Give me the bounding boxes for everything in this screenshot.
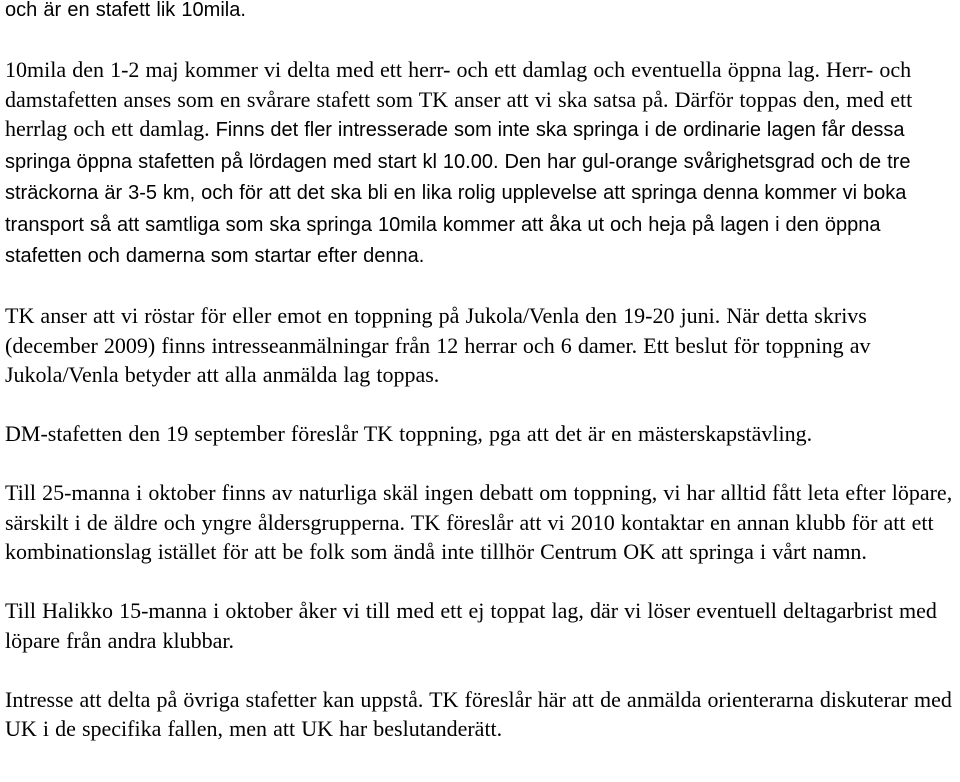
paragraph-jukola-venla: TK anser att vi röstar för eller emot en toppning på Jukola/Venla den 19-20 juni. När detta skrivs (december 2009) finns intresseanmälningar från 12 herrar och 6 damer. Ett beslut för toppning av Jukola/Venla betyder att alla anmälda lag toppas. — [5, 303, 871, 387]
paragraph-25-manna: Till 25-manna i oktober finns av naturliga skäl ingen debatt om toppning, vi har alltid fått leta efter löpare, särskilt i de äldre och yngre åldersgrupperna. TK föreslår att vi 2010 kontaktar en annan klubb för att ett kombinationslag istället för att be folk som ändå inte tillhör Centrum OK att springa i vårt namn. — [5, 480, 953, 564]
paragraph-10mila-part-1: 10mila den 1-2 maj kommer vi delta med ett herr- och ett damlag och eventuella öppna lag. Herr- och damstafetten anses som en svårare stafett som TK anser att vi ska satsa på. Därför toppas den, med ett herrlag och ett damlag. — [5, 57, 913, 141]
paragraph-dm-stafetten: DM-stafetten den 19 september föreslår TK toppning, pga att det är en mästerskapstävling. — [5, 421, 813, 446]
paragraph-halikko: Till Halikko 15-manna i oktober åker vi till med ett ej toppat lag, där vi löser eventuell deltagarbrist med löpare från andra klubbar. — [5, 598, 937, 653]
paragraph-10mila-part-2: Finns det fler intresserade som inte ska springa i de ordinarie lagen får dessa springa öppna stafetten på lördagen med start kl 10.00. Den har gul-orange svårighetsgrad och de tre sträckorna är 3-5 km, och för att det ska bli en lika rolig upplevelse att springa denna kommer vi boka transport så att samtliga som ska springa 10mila kommer att åka ut och heja på lagen i den öppna stafetten och damerna som startar efter denna. — [5, 119, 911, 267]
paragraph-ovriga-stafetter: Intresse att delta på övriga stafetter kan uppstå. TK föreslår här att de anmälda orienterarna diskuterar med UK i de specifika fallen, men att UK har beslutanderätt. — [5, 686, 952, 741]
paragraph-intro-end: och är en stafett lik 10mila. — [5, 0, 246, 21]
document-body — [5, 0, 957, 744]
paragraph-10mila — [5, 55, 957, 272]
